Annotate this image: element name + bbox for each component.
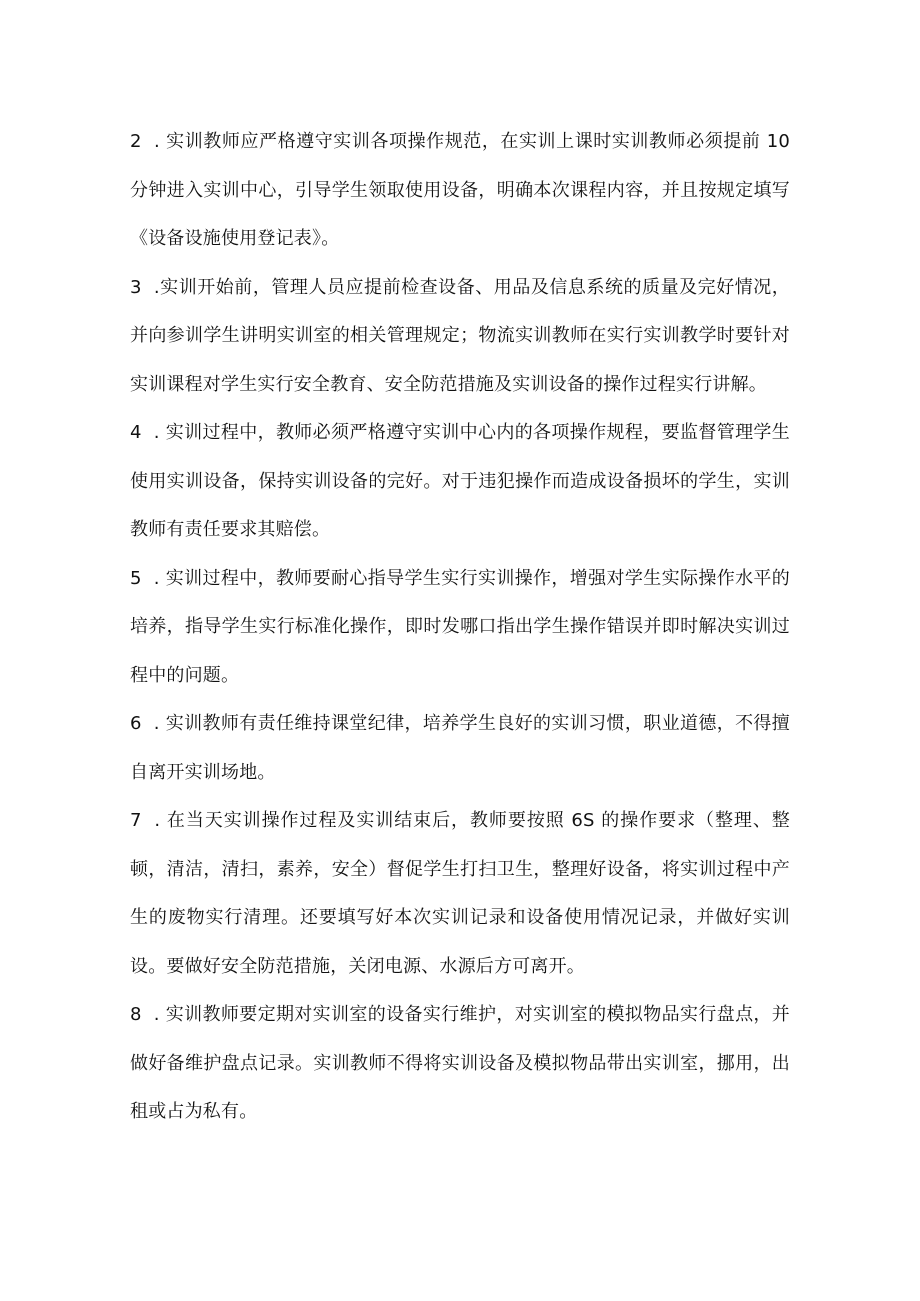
- item-number: 6: [130, 713, 142, 734]
- rule-item-7: [130, 797, 790, 991]
- item-text: .实训开始前，管理人员应提前检查设备、用品及信息系统的质量及完好情况，并向参训学生讲明实训室的相关管理规定；物流实训教师在实行实训教学时要针对实训课程对学生实行安全教育、安全防范措施及实训设备的操作过程实行讲解。: [130, 276, 790, 395]
- item-text: . 实训过程中，教师必须严格遵守实训中心内的各项操作规程，要监督管理学生使用实训设备，保持实训设备的完好。对于违犯操作而造成设备损坏的学生，实训教师有责任要求其赔偿。: [130, 422, 790, 540]
- item-text: . 实训教师有责任维持课堂纪律，培养学生良好的实训习惯，职业道德，不得擅自离开实训场地。: [130, 713, 790, 783]
- item-text: . 实训教师应严格遵守实训各项操作规范，在实训上课时实训教师必须提前 10 分钟进入实训中心，引导学生领取使用设备，明确本次课程内容，并且按规定填写《设备设施使用登记表》。: [130, 131, 790, 249]
- item-number: 8: [130, 1004, 142, 1025]
- item-text: . 实训过程中，教师要耐心指导学生实行实训操作，增强对学生实际操作水平的培养，指导学生实行标准化操作，即时发哪口指出学生操作错误并即时解决实训过程中的问题。: [130, 567, 790, 686]
- rule-item-5: [130, 555, 790, 701]
- rule-item-3: [130, 264, 790, 410]
- item-number: 7: [130, 810, 142, 831]
- rule-item-2: [130, 118, 790, 264]
- item-number: 5: [130, 567, 142, 589]
- rule-item-8: [130, 991, 790, 1137]
- item-number: 4: [130, 422, 142, 443]
- item-number: 3: [130, 276, 142, 298]
- document-page: [130, 118, 790, 1137]
- item-number: 2: [130, 131, 142, 152]
- item-text: . 实训教师要定期对实训室的设备实行维护，对实训室的模拟物品实行盘点，并做好备维护盘点记录。实训教师不得将实训设备及模拟物品带出实训室，挪用，出租或占为私有。: [130, 1004, 790, 1122]
- rule-item-4: [130, 409, 790, 555]
- item-text: . 在当天实训操作过程及实训结束后，教师要按照 6S 的操作要求（整理、整顿，清洁，清扫，素养，安全）督促学生打扫卫生，整理好设备，将实训过程中产生的废物实行清理。还要填写好本次实训记录和设备使用情况记录，并做好实训设。要做好安全防范措施，关闭电源、水源后方可离开。: [130, 810, 790, 977]
- rule-item-6: [130, 700, 790, 797]
